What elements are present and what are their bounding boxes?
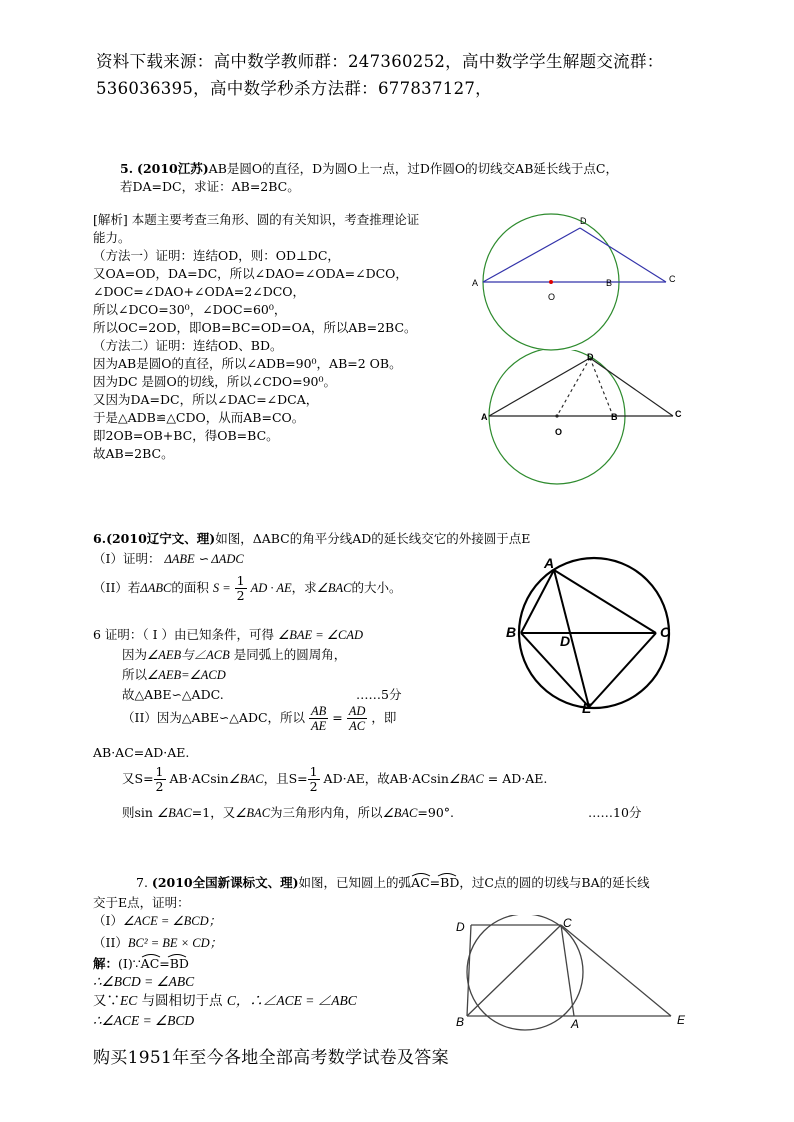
q7-sol-line-2: ∴∠BCD = ∠ABC: [93, 974, 195, 989]
fraction-half: [308, 765, 320, 794]
q6-stem: [93, 530, 530, 548]
q6-part-1-label: （I）证明：: [93, 551, 161, 566]
line-ac: [554, 570, 656, 633]
point-o: [549, 280, 553, 284]
q5-sol-line: 又OA=OD，DA=DC，所以∠DAO=∠ODA=∠DCO，: [93, 266, 408, 281]
label-d: D: [456, 920, 465, 934]
q6-sol-math: ∠BAC: [235, 806, 271, 820]
q5-sol-line: 因为DC 是圆O的切线，所以∠CDO=90⁰。: [93, 374, 337, 389]
q7-part-2: [93, 934, 222, 952]
q7-sol-math: C: [226, 993, 236, 1008]
line-ce: [589, 633, 656, 707]
label-b: B: [456, 1015, 465, 1029]
q6-sol-math: ∠BAC: [156, 806, 192, 820]
fraction-ab-ae: [309, 704, 328, 733]
q6-sol-math: ∠AEB与∠ACB: [147, 648, 230, 662]
q6-sol-math: ∠AEB=∠ACD: [147, 668, 226, 682]
frac-den: 2: [309, 779, 318, 794]
arc-bd: BD: [440, 875, 460, 890]
q6-number: 6.: [93, 531, 107, 546]
q6-sol-text: 则sin: [122, 805, 153, 820]
q7-part-math: ∠ACE = ∠BCD；: [122, 914, 222, 928]
q6-sol-line-5: （II）因为△ABE∽△ADC，所以 $\frac{AB}{AE}$ = $\frac{AD}{AC}$ ，即: [122, 704, 397, 733]
q7-sol-line-1: [93, 955, 189, 973]
q6-sol-text: ，即: [371, 710, 397, 725]
q7-sol-line-3: [93, 992, 357, 1010]
frac-den: 2: [236, 588, 245, 603]
header-line-1: 资料下载来源：高中数学教师群：247360252，高中数学学生解题交流群：: [96, 52, 664, 71]
q5-sol-line: 所以∠DCO=30⁰，∠DOC=60⁰，: [93, 302, 287, 317]
q6-sol-text: 所以: [122, 667, 148, 682]
label-b: B: [611, 412, 618, 422]
label-d: D: [560, 633, 571, 649]
arc-ac-eq-bd: AC=BD: [411, 874, 459, 892]
q7-sol-math: EC: [120, 993, 138, 1008]
q6-sol-text: =1，又: [191, 805, 236, 820]
q5-source: (2010江苏): [137, 161, 209, 176]
line-ad: [489, 358, 590, 416]
q6-p2-math: ∠BAC: [316, 581, 352, 595]
q6-part-1: [93, 550, 244, 568]
q5-sol-line: （方法二）证明：连结OD、BD。: [93, 338, 283, 353]
q6-p2-text: ，求: [291, 580, 317, 595]
q7-sol-line-4: ∴∠ACE = ∠BCD: [93, 1013, 195, 1028]
q6-sol-math: ∠BAC: [448, 772, 484, 786]
q5-sol-line: 故AB=2BC。: [93, 446, 174, 461]
q5-sol-line: 所以OC=2OD，即OB=BC=OD=OA，所以AB=2BC。: [93, 320, 417, 335]
label-b: B: [506, 624, 517, 640]
frac-num: AD: [348, 704, 366, 718]
q5-number: 5.: [120, 161, 134, 176]
fraction-half: [235, 574, 247, 603]
label-c: C: [660, 624, 671, 640]
q7-sol-text: (I)∵: [118, 956, 141, 971]
label-e: E: [582, 700, 592, 716]
q7-sol-label: 解：: [93, 956, 119, 971]
header-line-2: 536036395，高中数学秒杀方法群：677837127，: [96, 79, 492, 98]
q5-sol-line: 又因为DA=DC，所以∠DAC=∠DCA，: [93, 392, 319, 407]
frac-den: AC: [349, 719, 366, 733]
label-b: B: [606, 278, 613, 288]
q6-p2-math: AD · AE: [250, 581, 292, 595]
label-a: A: [544, 555, 555, 571]
label-d: D: [587, 352, 594, 362]
q5-solution: [93, 211, 419, 463]
q6-sol-line-6: AB·AC=AD·AE.: [93, 745, 190, 760]
q6-stem-text: 如图，ΔABC的角平分线AD的延长线交它的外接圆于点E: [215, 531, 531, 546]
q6-sol-text: AD·AE，故AB·ACsin: [323, 771, 449, 786]
q6-p2-text: 的大小。: [351, 580, 402, 595]
footer-text: 购买1951年至今各地全部高考数学试卷及答案: [93, 1048, 449, 1068]
q6-sol-line-4: 故△ABE∽△ADC.: [122, 687, 224, 702]
label-c: C: [669, 274, 676, 284]
q7-part-label: （I）: [93, 913, 123, 928]
arc-ac: AC: [140, 956, 160, 971]
q7-part-1: [93, 912, 221, 930]
q6-sol-line-1: [93, 626, 363, 644]
q6-figure: [500, 553, 680, 718]
arc-ac-eq-bd: AC=BD: [141, 955, 189, 973]
q6-score-5: ……5分: [356, 687, 402, 702]
line-dc: [590, 358, 673, 416]
q6-part-2: [93, 574, 402, 603]
label-c: C: [563, 916, 572, 930]
q5-figure-2: [470, 350, 690, 485]
q5-stem-text: AB是圆O的直径，D为圆O上一点，过D作圆O的切线交AB延长线于点C，: [208, 161, 618, 176]
q7-stem-text: ，过C点的圆的切线与BA的延长线: [459, 875, 650, 890]
label-a: A: [571, 1017, 580, 1031]
q6-sol-text: ，且S=: [263, 771, 308, 786]
q7-number: 7.: [136, 875, 148, 890]
q5-sol-line: 即2OB=OB+BC，得OB=BC。: [93, 428, 279, 443]
arc-bd: BD: [169, 956, 189, 971]
q7-stem-line-1: [136, 874, 650, 892]
frac-num: AB: [311, 704, 327, 718]
label-o: O: [548, 292, 556, 302]
circle: [467, 915, 583, 1030]
q6-sol-line-2: [122, 646, 346, 664]
q6-sol-text: （II）因为△ABE∽△ADC，所以: [122, 710, 306, 725]
arc-ac: AC: [411, 875, 430, 890]
q5-sol-line: 因为AB是圆O的直径，所以∠ADB=90⁰，AB=2 OB。: [93, 356, 402, 371]
q7-source: (2010全国新课标文、理): [151, 875, 299, 890]
label-a: A: [481, 412, 488, 422]
arc-mark: [411, 871, 457, 877]
q6-sol-text: AB·ACsin: [169, 771, 229, 786]
point-o: [555, 414, 558, 417]
q7-part-label: （II）: [93, 935, 128, 950]
q6-sol-text: 又S=: [122, 771, 154, 786]
q5-stem-line-2: 若DA=DC，求证：AB=2BC。: [120, 179, 300, 194]
q6-sol-math: ∠BAC: [382, 806, 418, 820]
q5-sol-line: （方法一）证明：连结OD，则：OD⊥DC，: [93, 248, 340, 263]
q6-sol-line-3: [122, 666, 226, 684]
label-c: C: [675, 409, 682, 419]
line-ad: [483, 228, 580, 282]
q6-source: (2010辽宁文、理): [106, 531, 216, 546]
q6-sol-line-8: [122, 804, 454, 822]
line-cb: [467, 925, 561, 1016]
q5-stem-line-1: [120, 160, 618, 178]
line-ce-tangent: [561, 925, 671, 1016]
frac-num: 1: [309, 764, 318, 779]
fraction-ad-ac: [347, 704, 368, 733]
q7-sol-text: 又∵: [93, 993, 120, 1009]
q6-sol-text: 因为: [122, 647, 148, 662]
q7-sol-text: 与圆相切于点: [141, 993, 223, 1009]
q6-sol-text: =90°.: [417, 805, 454, 820]
q6-sol-text: 6 证明：（ I ）由已知条件，可得: [93, 627, 275, 642]
q6-sol-math: ∠BAE = ∠CAD: [278, 628, 364, 642]
label-a: A: [472, 278, 479, 288]
q5-sol-line: 能力。: [93, 230, 131, 245]
q5-figure-1: [470, 208, 690, 353]
q6-p2-math: ΔABC: [140, 581, 172, 595]
q6-part-1-math: ΔABE ∽ ΔADC: [164, 552, 244, 566]
fraction-half: [154, 765, 166, 794]
q5-sol-line: [解析] 本题主要考查三角形、圆的有关知识，考查推理论证: [93, 212, 420, 227]
q6-sol-math: ∠BAC: [228, 772, 264, 786]
q7-sol-math: ，∴∠ACE = ∠ABC: [235, 993, 357, 1008]
line-do: [557, 358, 590, 416]
arc-mark: [141, 952, 187, 958]
q7-stem-text: 如图，已知圆上的弧: [298, 875, 412, 890]
q6-sol-text: = AD·AE.: [487, 771, 548, 786]
q6-p2-text: （II）若: [93, 580, 141, 595]
q7-figure: [450, 915, 695, 1040]
label-o: O: [555, 427, 563, 437]
q7-stem-line-2: 交于E点，证明：: [93, 895, 190, 910]
q5-sol-line: 于是△ADB≌△CDO，从而AB=CO。: [93, 410, 305, 425]
q5-sol-line: ∠DOC=∠DAO+∠ODA=2∠DCO，: [93, 284, 306, 299]
line-dc: [580, 228, 666, 282]
q6-sol-line-7: [122, 765, 547, 794]
q7-part-math: BC² = BE × CD；: [127, 936, 223, 950]
label-d: D: [580, 216, 587, 226]
q6-p2-text: 的面积: [171, 580, 209, 595]
q6-sol-text: 是同弧上的圆周角，: [233, 647, 347, 662]
q6-score-10: ……10分: [588, 805, 642, 820]
label-e: E: [677, 1013, 686, 1027]
frac-num: 1: [155, 764, 164, 779]
q6-p2-math: S =: [212, 581, 231, 595]
frac-num: 1: [236, 573, 245, 588]
frac-den: 2: [155, 779, 164, 794]
frac-den: AE: [311, 719, 327, 733]
q6-sol-text: 为三角形内角，所以: [270, 805, 383, 820]
